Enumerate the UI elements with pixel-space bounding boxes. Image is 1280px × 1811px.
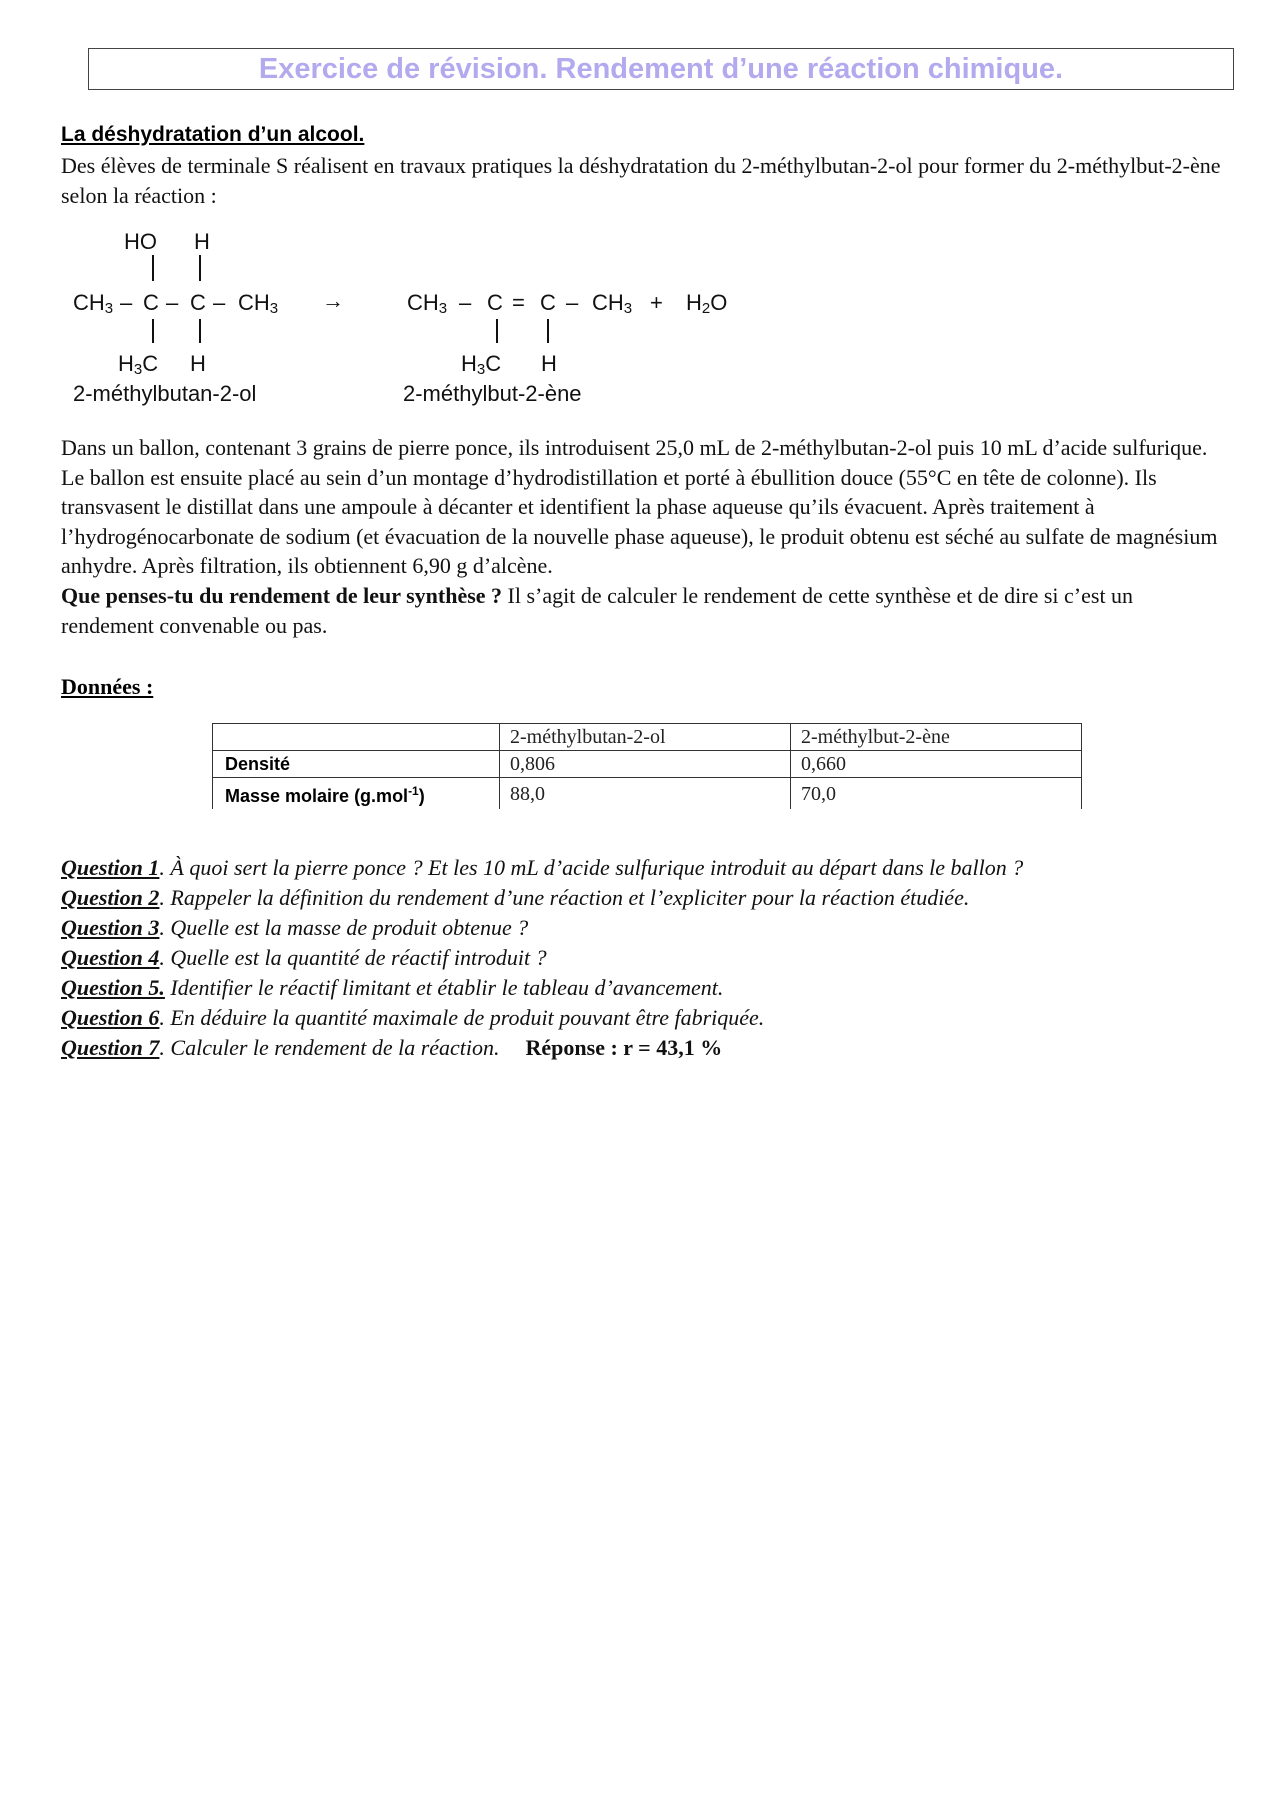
question-item	[61, 853, 1241, 883]
bond-line	[199, 255, 201, 281]
table-header-empty	[213, 724, 500, 751]
question-text: . À quoi sert la pierre ponce ? Et les 10 mL d’acide sulfurique introduit au départ dans le ballon ?	[159, 855, 1024, 880]
main-question-text: Il s’agit de calculer le rendement de cette synthèse et de dire si c’est un rendement convenable ou pas.	[61, 582, 1134, 638]
question-label: Question 2	[61, 885, 160, 910]
row-label-density: Densité	[213, 751, 500, 778]
question-label: Question 3	[61, 915, 160, 940]
question-item	[61, 1033, 1241, 1063]
molar-mass-product: 70,0	[791, 778, 1082, 810]
reactant-c2: C	[190, 290, 206, 315]
reactant-name: 2-méthylbutan-2-ol	[73, 381, 257, 406]
data-table	[212, 723, 1082, 809]
row-label-molar-mass	[213, 778, 500, 810]
product-double-bond: =	[512, 290, 525, 315]
question-item	[61, 913, 1241, 943]
product-name: 2-méthylbut-2-ène	[403, 381, 582, 406]
question-text: . Quelle est la quantité de réactif introduit ?	[159, 945, 547, 970]
reactant-bond-1: –	[120, 290, 133, 315]
molar-mass-reactant: 88,0	[500, 778, 791, 810]
reactant-ch3-right: $CH_3$	[238, 290, 279, 317]
bond-line	[496, 319, 498, 343]
molar-mass-label: Masse molaire (g.mol	[225, 786, 409, 806]
product-water: $H_2O$	[686, 290, 728, 317]
density-reactant: 0,806	[500, 751, 791, 778]
reactant-bottom-h: H	[190, 351, 206, 376]
product-c2: C	[540, 290, 556, 315]
question-item	[61, 973, 1241, 1003]
bond-line	[547, 319, 549, 343]
product-bond-2: –	[566, 290, 579, 315]
donnees-label: Données :	[61, 674, 154, 699]
procedure-paragraph	[61, 433, 1221, 640]
question-label: Question 5.	[61, 975, 165, 1000]
question-label: Question 1	[61, 855, 160, 880]
table-header-product: 2-méthylbut-2-ène	[791, 724, 1082, 751]
product-bond-1: –	[459, 290, 472, 315]
product-bottom-h: H	[541, 351, 557, 376]
question-text: . Rappeler la définition du rendement d’une réaction et l’expliciter pour la réaction étudiée.	[159, 885, 970, 910]
product-ch3-right: $CH_3$	[592, 290, 633, 317]
table-row	[213, 751, 1082, 778]
molar-mass-paren: )	[418, 786, 425, 806]
reactant-h3c: $H_3C$	[118, 351, 159, 378]
question-label: Question 4	[61, 945, 160, 970]
main-question-bold: Que penses-tu du rendement de leur synthèse ?	[61, 582, 503, 608]
question-text: . Calculer le rendement de la réaction.	[159, 1035, 500, 1060]
bond-line	[199, 319, 201, 343]
questions-list	[61, 853, 1241, 1063]
section-title: La déshydratation d’un alcool.	[61, 123, 365, 146]
table-row	[213, 778, 1082, 810]
product-plus: +	[650, 290, 663, 315]
reactant-ch3-left: $CH_3$	[73, 290, 114, 317]
reactant-ho: HO	[124, 229, 157, 254]
product-c1: C	[487, 290, 503, 315]
question-text: . En déduire la quantité maximale de produit pouvant être fabriquée.	[159, 1005, 765, 1030]
title-box	[88, 48, 1234, 90]
reactant-top-h: H	[194, 229, 210, 254]
table-header-reactant: 2-méthylbutan-2-ol	[500, 724, 791, 751]
question-text: Identifier le réactif limitant et établir le tableau d’avancement.	[164, 975, 724, 1000]
question-label: Question 7	[61, 1035, 160, 1060]
density-product: 0,660	[791, 751, 1082, 778]
question-item	[61, 1003, 1241, 1033]
table-row	[213, 724, 1082, 751]
answer: Réponse : r = 43,1 %	[525, 1035, 723, 1060]
bond-line	[152, 255, 154, 281]
question-text: . Quelle est la masse de produit obtenue ?	[159, 915, 529, 940]
procedure-text: Dans un ballon, contenant 3 grains de pierre ponce, ils introduisent 25,0 mL de 2-méthylbutan-2-ol puis 10 mL d’acide sulfurique. Le ballon est ensuite placé au sein d’un montage d’hydrodistillation et porté à ébullition douce (55°C en tête de colonne). Ils transvasent le distillat dans une ampoule à décanter et identifient la phase aqueuse qu’ils évacuent. Après traitement à l’hydrogénocarbonate de sodium (et évacuation de la nouvelle phase aqueuse), le produit obtenu est séché au sulfate de magnésium anhydre. Après filtration, ils obtiennent 6,90 g d’alcène.	[61, 435, 1218, 579]
reaction-arrow: →	[322, 288, 344, 313]
bond-line	[152, 319, 154, 343]
page-title: Exercice de révision. Rendement d’une réaction chimique.	[258, 53, 1064, 85]
question-label: Question 6	[61, 1005, 160, 1030]
molar-mass-exponent: -1	[408, 784, 419, 798]
reactant-c1: C	[143, 290, 159, 315]
intro-paragraph: Des élèves de terminale S réalisent en travaux pratiques la déshydratation du 2-méthylbutan-2-ol pour former du 2-méthylbut-2-ène selon la réaction :	[61, 153, 1221, 208]
reactant-bond-3: –	[213, 290, 226, 315]
product-h3c: $H_3C$	[461, 351, 502, 378]
question-item	[61, 943, 1241, 973]
reactant-bond-2: –	[166, 290, 179, 315]
question-item	[61, 883, 1241, 913]
product-ch3-left: $CH_3$	[407, 290, 448, 317]
